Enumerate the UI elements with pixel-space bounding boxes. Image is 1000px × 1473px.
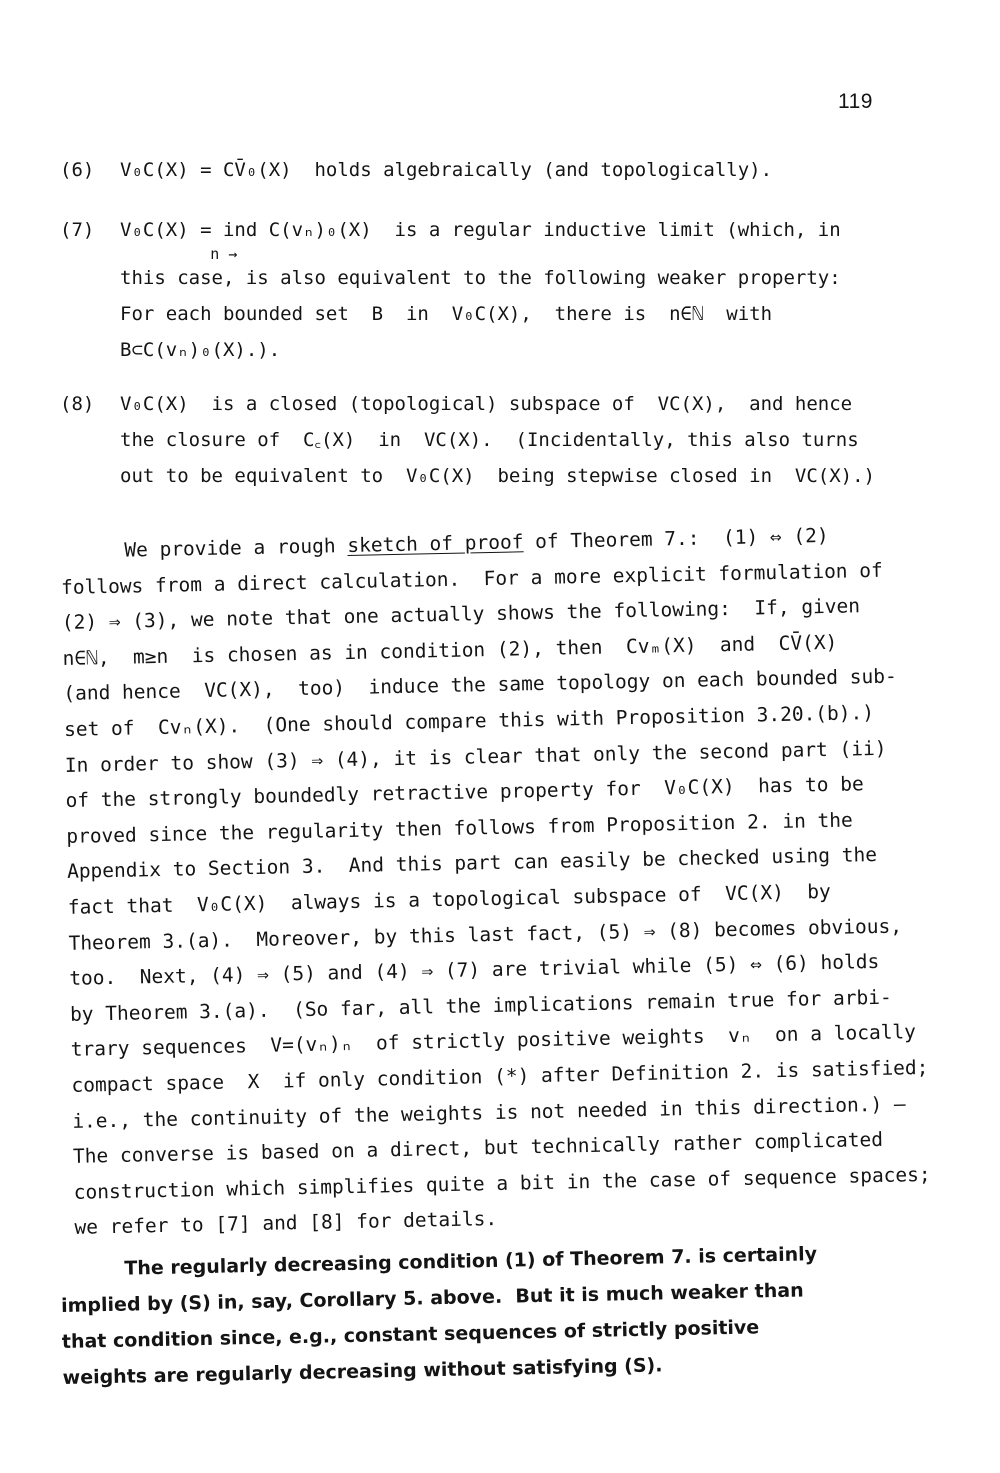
item-line: V₀C(X) = ind C(vₙ)₀(X) is a regular inductive limit (which, in (120, 219, 841, 241)
paragraph-line: Theorem 3.(a). Moreover, by this last fact, (5) ⇒ (8) becomes obvious, (68, 913, 903, 955)
paragraph-line: (2) ⇒ (3), we note that one actually shows the following: If, given (61, 594, 861, 635)
item-line: this case, is also equivalent to the following weaker property: (120, 267, 841, 289)
paragraph-line: proved since the regularity then follows from Proposition 2. in the (66, 808, 853, 848)
paragraph-line: compact space X if only condition (*) after Definition 2. is satisfied; (71, 1055, 929, 1097)
paragraph-line: construction which simplifies quite a bit in the case of sequence spaces; (73, 1162, 931, 1204)
paragraph-line: we refer to [7] and [8] for details. (74, 1207, 498, 1240)
paragraph-line: set of Cvₙ(X). (One should compare this with Proposition 3.20.(b).) (63, 700, 875, 741)
paragraph-line: by Theorem 3.(a). (So far, all the implications remain true for arbi- (69, 985, 892, 1026)
paragraph-line: The converse is based on a direct, but technically rather complicated (72, 1127, 884, 1168)
page-number: 119 (838, 90, 873, 113)
item-line: out to be equivalent to V₀C(X) being stepwise closed in VC(X).) (120, 465, 875, 487)
paragraph-line: implied by (S) in, say, Corollary 5. above. But it is much weaker than (60, 1279, 804, 1317)
paragraph-line: fact that V₀C(X) always is a topological subspace of VC(X) by (67, 879, 832, 919)
paragraph-first-line: We provide a rough sketch of proof of Theorem 7.: (1) ⇔ (2) (124, 523, 829, 562)
closing-paragraph (60, 1234, 913, 1396)
paragraph-line: i.e., the continuity of the weights is not needed in this direction.) — (72, 1091, 906, 1133)
paragraph-line: that condition since, e.g., constant sequences of strictly positive (61, 1316, 760, 1353)
list-item-6 (60, 152, 900, 188)
item-line: For each bounded set B in V₀C(X), there is n∈ℕ with (120, 303, 773, 325)
item-line: B⊂C(vₙ)₀(X).). (120, 339, 281, 361)
list-item-8 (60, 386, 900, 494)
paragraph-line: Appendix to Section 3. And this part can easily be checked using the (66, 843, 878, 884)
item-number: (7) (60, 219, 95, 241)
proof-paragraph (60, 516, 931, 1246)
paragraph-line: The regularly decreasing condition (1) of Theorem 7. is certainly (124, 1243, 818, 1280)
paragraph-line: (and hence VC(X), too) induce the same topology on each bounded sub- (63, 664, 897, 706)
item-number: (6) (60, 159, 95, 181)
item-line: V₀C(X) = CV̄₀(X) holds algebraically (and topologically). (120, 159, 773, 181)
paragraph-line: n∈ℕ, m≥n is chosen as in condition (2), then Cvₘ(X) and CV̄(X) (62, 630, 838, 670)
paragraph-line: of the strongly boundedly retractive property for V₀C(X) has to be (65, 772, 864, 813)
paragraph-line: follows from a direct calculation. For a more explicit formulation of (60, 558, 883, 599)
paragraph-line: trary sequences V=(vₙ)ₙ of strictly positive weights vₙ on a locally (70, 1020, 917, 1062)
item-line: V₀C(X) is a closed (topological) subspace of VC(X), and hence (120, 393, 853, 415)
item-number: (8) (60, 393, 95, 415)
underlined-phrase: sketch of proof (347, 530, 524, 557)
list-item-7 (60, 212, 900, 368)
paragraph-line: weights are regularly decreasing without satisfying (S). (62, 1354, 663, 1389)
item-line-subscript: n → (120, 245, 238, 263)
item-line: the closure of C꜀(X) in VC(X). (Incidentally, this also turns (120, 429, 859, 451)
paragraph-line: In order to show (3) ⇒ (4), it is clear that only the second part (ii) (64, 736, 887, 777)
paragraph-line: too. Next, (4) ⇒ (5) and (4) ⇒ (7) are trivial while (5) ⇔ (6) holds (69, 950, 880, 991)
